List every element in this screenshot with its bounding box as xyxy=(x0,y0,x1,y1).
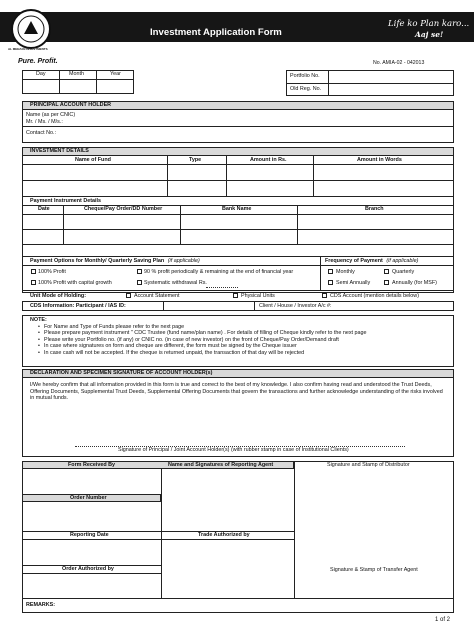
monthly-label: Monthly xyxy=(336,269,355,275)
note-item: • Please prepare payment instrument " CDC Trustee (fund name/plan name) . For details of filling of Cheque kindly refer to the next page xyxy=(38,330,448,336)
payment-options-note: (if applicable) xyxy=(167,258,200,264)
reporting-agent-label: Name and Signatures of Reporting Agent xyxy=(168,462,274,468)
physical-units-label: Physical Units xyxy=(241,293,275,299)
transfer-agent-stamp-label: Signature & Stamp of Transfer Agent xyxy=(330,567,418,573)
form-title: Investment Application Form xyxy=(150,27,282,38)
order-authorized-field[interactable] xyxy=(23,574,160,597)
order-number-field[interactable] xyxy=(23,503,160,530)
tagline-main: Life ko Plan karo... xyxy=(388,19,470,29)
option-systematic-withdrawal-checkbox[interactable] xyxy=(137,280,142,285)
day-field[interactable] xyxy=(23,80,58,93)
transfer-agent-stamp-field[interactable] xyxy=(295,531,453,566)
contact-label: Contact No.: xyxy=(26,130,56,136)
reporting-agent-field[interactable] xyxy=(162,470,293,530)
logo xyxy=(10,6,52,52)
declaration-heading: DECLARATION AND SPECIMEN SIGNATURE OF ACCOUNT HOLDER(s) xyxy=(30,370,213,376)
semi-annually-label: Semi Annually xyxy=(336,280,371,286)
tagline-sub: Aaj se! xyxy=(415,30,444,39)
year-label: Year xyxy=(110,71,121,77)
day-label: Day xyxy=(36,71,46,77)
cds-account-checkbox[interactable] xyxy=(322,293,327,298)
annually-label: Annually (for MSF) xyxy=(392,280,437,286)
distributor-stamp-field[interactable] xyxy=(295,470,453,530)
notes-list xyxy=(38,324,448,356)
col-branch: Branch xyxy=(365,206,384,212)
investment-row[interactable] xyxy=(23,165,453,180)
trade-authorized-label: Trade Authorized by xyxy=(198,532,250,538)
year-field[interactable] xyxy=(97,80,133,93)
signature-field[interactable] xyxy=(75,425,405,445)
account-statement-checkbox[interactable] xyxy=(126,293,131,298)
cds-label: CDS Information: Participant / IAS ID: xyxy=(30,303,126,309)
logo-text: AL MEEZAN INVESTMENTS xyxy=(8,47,48,51)
col-amount-words: Amount in Words xyxy=(357,157,402,163)
note-item: • For Name and Type of Funds please refer to the next page xyxy=(38,324,448,330)
col-cheque-number: Cheque/Pay Order/DD Number xyxy=(84,206,163,212)
col-bank-name: Bank Name xyxy=(222,206,252,212)
frequency-title: Frequency of Payment xyxy=(325,258,383,264)
trade-authorized-field[interactable] xyxy=(162,540,293,597)
option-capital-growth: 100% Profit with capital growth xyxy=(38,280,112,286)
folio-field[interactable] xyxy=(329,84,453,95)
investment-heading: INVESTMENT DETAILS xyxy=(30,148,89,154)
name-label-2: Mr. / Ms. / M/s.: xyxy=(26,119,63,125)
logo-emblem-icon xyxy=(10,6,52,52)
col-amount-rs: Amount in Rs. xyxy=(250,157,287,163)
reporting-date-field[interactable] xyxy=(23,540,160,564)
payment-options-heading xyxy=(30,259,200,264)
option-systematic-withdrawal: Systematic withdrawal Rs. xyxy=(144,280,207,286)
col-fund-name: Name of Fund xyxy=(75,157,111,163)
option-100-profit: 100% Profit xyxy=(38,269,66,275)
cds-account-label: CDS Account (mention details below) xyxy=(330,293,419,299)
semi-annually-checkbox[interactable] xyxy=(328,280,333,285)
page-number: 1 of 2 xyxy=(435,617,451,623)
notes-heading: NOTE: xyxy=(30,317,47,323)
instrument-row[interactable] xyxy=(23,230,453,244)
option-100-profit-checkbox[interactable] xyxy=(31,269,36,274)
option-capital-growth-checkbox[interactable] xyxy=(31,280,36,285)
name-field[interactable] xyxy=(78,111,453,126)
instrument-row[interactable] xyxy=(23,215,453,229)
withdrawal-amount-field[interactable] xyxy=(206,287,238,288)
frequency-heading xyxy=(325,259,418,264)
quarterly-checkbox[interactable] xyxy=(384,269,389,274)
folio-label: Old Reg. No. xyxy=(290,86,322,92)
month-field[interactable] xyxy=(60,80,95,93)
participant-id-field[interactable] xyxy=(164,302,253,310)
form-received-by-label: Form Received By xyxy=(68,462,116,468)
month-label: Month xyxy=(69,71,84,77)
note-item: • Please write your Portfolio no. (if any) or CNIC no. (in case of new investor) on the front of Cheque/Pay Order/Demand draft xyxy=(38,337,448,343)
option-90-profit: 90 % profit periodically & remaining at the end of financial year xyxy=(144,269,294,275)
brand-tagline: Pure. Profit. xyxy=(18,58,58,65)
reporting-date-label: Reporting Date xyxy=(70,532,109,538)
unit-mode-label: Unit Mode of Holding: xyxy=(30,293,86,299)
portfolio-label: Portfolio No. xyxy=(290,73,320,79)
investment-row[interactable] xyxy=(23,181,453,196)
name-label-1: Name (as per CNIC) xyxy=(26,112,76,118)
cds-client-label: Client / House / Investor A/c #: xyxy=(259,303,332,309)
client-account-field[interactable] xyxy=(355,302,453,310)
payment-instrument-heading: Payment Instrument Details xyxy=(30,198,101,204)
monthly-checkbox[interactable] xyxy=(328,269,333,274)
payment-options-title: Payment Options for Monthly/ Quarterly Saving Plan xyxy=(30,258,165,264)
frequency-note: (if applicable) xyxy=(386,258,419,264)
order-number-label: Order Number xyxy=(70,495,107,501)
portfolio-field[interactable] xyxy=(329,71,453,82)
col-date: Date xyxy=(38,206,50,212)
form-received-by-field[interactable] xyxy=(23,470,160,493)
note-item: • In case where signatures on form and cheque are different, the form must be signed by the Cheque issuer xyxy=(38,343,448,349)
principal-heading: PRINCIPAL ACCOUNT HOLDER xyxy=(30,102,112,108)
tagline xyxy=(388,20,469,29)
declaration-text: I/We hereby confirm that all information provided in this form is true and correct to the best of my knowledge. I also confirm having read and understood the Trust Deeds, Offering Documents, Supplemental Trust Deeds, Supplemental Offering Documents that govern the transactions and further acknowledge understanding of the risks involved in mutual funds. xyxy=(30,382,443,402)
note-item: • In case cash will not be accepted. If the cheque is returned unpaid, the transaction of that day will be rejected xyxy=(38,350,448,356)
option-90-profit-checkbox[interactable] xyxy=(137,269,142,274)
annually-checkbox[interactable] xyxy=(384,280,389,285)
order-authorized-label: Order Authorized by xyxy=(62,566,114,572)
physical-units-checkbox[interactable] xyxy=(233,293,238,298)
form-number: No. AMIA-02 - 042013 xyxy=(373,60,425,66)
signature-caption: Signature of Principal / Joint Account Holder(s) (with rubber stamp in case of Institutional Clients) xyxy=(118,447,349,453)
contact-field[interactable] xyxy=(62,127,453,142)
col-type: Type xyxy=(189,157,202,163)
remarks-field[interactable] xyxy=(60,599,453,612)
distributor-stamp-label: Signature and Stamp of Distributor xyxy=(327,462,410,468)
remarks-label: REMARKS: xyxy=(26,602,56,608)
quarterly-label: Quarterly xyxy=(392,269,415,275)
account-statement-label: Account Statement xyxy=(134,293,180,299)
